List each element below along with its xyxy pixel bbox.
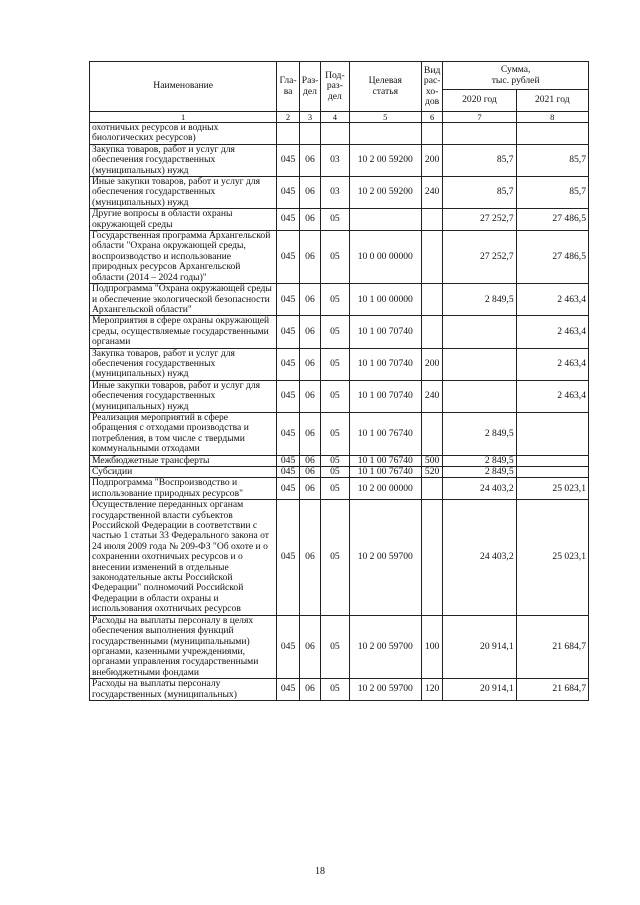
- row-sum-2020: 24 403,2: [443, 500, 516, 615]
- row-celevaya-statya: 10 2 00 59700: [349, 679, 421, 701]
- row-glava: 045: [277, 412, 299, 455]
- table-row: [90, 123, 589, 145]
- row-glava: 045: [277, 455, 299, 466]
- row-vid-rashodov: [421, 316, 442, 348]
- row-sum-2020: 27 252,7: [443, 209, 516, 231]
- row-glava: 045: [277, 209, 299, 231]
- row-sum-2020: [443, 348, 516, 380]
- row-sum-2021: 27 486,5: [516, 209, 588, 231]
- header-summa: Сумма, тыс. рублей: [443, 62, 589, 90]
- row-vid-rashodov: 100: [421, 615, 442, 678]
- row-name: Другие вопросы в области охраны окружающей среды: [90, 209, 277, 231]
- row-razdel: 06: [299, 284, 320, 316]
- row-glava: 045: [277, 284, 299, 316]
- row-sum-2020: 2 849,5: [443, 412, 516, 455]
- row-sum-2021: 2 463,4: [516, 316, 588, 348]
- row-name: Иные закупки товаров, работ и услуг для обеспечения государственных (муниципальных) нужд: [90, 380, 277, 412]
- row-name: Межбюджетные трансферты: [90, 455, 277, 466]
- row-celevaya-statya: 10 1 00 00000: [349, 284, 421, 316]
- table-row: [90, 500, 589, 615]
- row-celevaya-statya: 10 0 00 00000: [349, 231, 421, 284]
- row-sum-2021: 2 463,4: [516, 284, 588, 316]
- row-podrazdel: 05: [321, 348, 350, 380]
- row-razdel: 06: [299, 144, 320, 176]
- table-row: [90, 316, 589, 348]
- row-vid-rashodov: 200: [421, 348, 442, 380]
- table-row: [90, 144, 589, 176]
- row-sum-2021: [516, 123, 588, 145]
- row-podrazdel: 03: [321, 177, 350, 209]
- row-celevaya-statya: 10 2 00 59700: [349, 500, 421, 615]
- row-sum-2020: 2 849,5: [443, 455, 516, 466]
- row-razdel: 06: [299, 615, 320, 678]
- row-razdel: 06: [299, 209, 320, 231]
- table-row: [90, 209, 589, 231]
- row-vid-rashodov: [421, 500, 442, 615]
- col-number: 3: [299, 112, 320, 123]
- row-glava: 045: [277, 467, 299, 478]
- row-celevaya-statya: 10 1 00 70740: [349, 348, 421, 380]
- row-vid-rashodov: [421, 284, 442, 316]
- row-podrazdel: [321, 123, 350, 145]
- table-row: [90, 231, 589, 284]
- header-celevaya-statya: Целевая статья: [349, 62, 421, 112]
- row-sum-2020: 85,7: [443, 144, 516, 176]
- row-name: Государственная программа Архангельской области "Охрана окружающей среды, воспроизводство и использование природных ресурсов Архангельской области (2014 – 2024 годы)": [90, 231, 277, 284]
- table-row: [90, 380, 589, 412]
- row-celevaya-statya: 10 1 00 70740: [349, 316, 421, 348]
- row-name: Подпрограмма "Охрана окружающей среды и обеспечение экологической безопасности Архангельской области": [90, 284, 277, 316]
- row-celevaya-statya: 10 1 00 76740: [349, 455, 421, 466]
- row-podrazdel: 05: [321, 316, 350, 348]
- row-glava: 045: [277, 478, 299, 500]
- table-row: [90, 467, 589, 478]
- row-sum-2021: [516, 455, 588, 466]
- row-name: Расходы на выплаты персоналу в целях обеспечения выполнения функций государственными (муниципальными) органами, казенными учреждениями, органами управления государственными внебюджетными фондами: [90, 615, 277, 678]
- row-razdel: [299, 123, 320, 145]
- column-numbers-row: [90, 112, 589, 123]
- row-name: Расходы на выплаты персоналу государственных (муниципальных): [90, 679, 277, 701]
- row-razdel: 06: [299, 478, 320, 500]
- row-sum-2021: 2 463,4: [516, 380, 588, 412]
- row-glava: 045: [277, 177, 299, 209]
- row-razdel: 06: [299, 177, 320, 209]
- row-name: Иные закупки товаров, работ и услуг для обеспечения государственных (муниципальных) нужд: [90, 177, 277, 209]
- row-vid-rashodov: 200: [421, 144, 442, 176]
- table-row: [90, 615, 589, 678]
- row-vid-rashodov: 520: [421, 467, 442, 478]
- row-razdel: 06: [299, 231, 320, 284]
- row-razdel: 06: [299, 500, 320, 615]
- header-glava: Гла- ва: [277, 62, 299, 112]
- col-number: 2: [277, 112, 299, 123]
- header-name: Наименование: [90, 62, 277, 112]
- header-podrazdel: Под- раз- дел: [321, 62, 350, 112]
- row-name: Осуществление переданных органам государственной власти субъектов Российской Федерации в соответствии с частью 1 статьи 33 Федерального закона от 24 июля 2009 года № 209-ФЗ "Об охоте и о сохранении охотничьих ресурсов и о внесении изменений в отдельные законодательные акты Российской Федерации" полномочий Российской Федерации в области охраны и использования охотничьих ресурсов: [90, 500, 277, 615]
- row-celevaya-statya: 10 1 00 76740: [349, 412, 421, 455]
- row-glava: 045: [277, 615, 299, 678]
- row-sum-2020: 20 914,1: [443, 679, 516, 701]
- row-razdel: 06: [299, 348, 320, 380]
- row-glava: [277, 123, 299, 145]
- row-razdel: 06: [299, 316, 320, 348]
- col-number: 5: [349, 112, 421, 123]
- row-podrazdel: 05: [321, 231, 350, 284]
- row-vid-rashodov: 240: [421, 177, 442, 209]
- table-row: [90, 177, 589, 209]
- row-celevaya-statya: [349, 209, 421, 231]
- row-sum-2020: [443, 316, 516, 348]
- row-celevaya-statya: 10 1 00 70740: [349, 380, 421, 412]
- row-name: Закупка товаров, работ и услуг для обеспечения государственных (муниципальных) нужд: [90, 348, 277, 380]
- row-podrazdel: 05: [321, 467, 350, 478]
- budget-table: [89, 61, 589, 701]
- row-sum-2021: 85,7: [516, 177, 588, 209]
- row-glava: 045: [277, 500, 299, 615]
- table-row: [90, 348, 589, 380]
- row-sum-2020: 2 849,5: [443, 467, 516, 478]
- row-vid-rashodov: 240: [421, 380, 442, 412]
- row-vid-rashodov: [421, 412, 442, 455]
- row-sum-2021: 27 486,5: [516, 231, 588, 284]
- row-sum-2021: 21 684,7: [516, 679, 588, 701]
- table-row: [90, 412, 589, 455]
- row-sum-2021: 21 684,7: [516, 615, 588, 678]
- table-row: [90, 679, 589, 701]
- col-number: 7: [443, 112, 516, 123]
- header-vid-rashodov: Вид рас- хо- дов: [421, 62, 442, 112]
- row-glava: 045: [277, 679, 299, 701]
- col-number: 1: [90, 112, 277, 123]
- row-podrazdel: 05: [321, 478, 350, 500]
- row-razdel: 06: [299, 679, 320, 701]
- row-name: Реализация мероприятий в сфере обращения с отходами производства и потребления, в том числе с твердыми коммунальными отходами: [90, 412, 277, 455]
- row-podrazdel: 05: [321, 455, 350, 466]
- row-name: Подпрограмма "Воспроизводство и использование природных ресурсов": [90, 478, 277, 500]
- row-celevaya-statya: 10 2 00 59200: [349, 144, 421, 176]
- row-sum-2020: [443, 123, 516, 145]
- row-vid-rashodov: [421, 123, 442, 145]
- page-number: 18: [315, 866, 325, 877]
- row-podrazdel: 05: [321, 500, 350, 615]
- row-name: охотничьих ресурсов и водных биологических ресурсов): [90, 123, 277, 145]
- row-razdel: 06: [299, 467, 320, 478]
- row-celevaya-statya: 10 1 00 76740: [349, 467, 421, 478]
- row-vid-rashodov: 500: [421, 455, 442, 466]
- row-vid-rashodov: [421, 209, 442, 231]
- row-celevaya-statya: 10 2 00 59200: [349, 177, 421, 209]
- row-sum-2021: 85,7: [516, 144, 588, 176]
- row-vid-rashodov: [421, 231, 442, 284]
- row-sum-2021: 2 463,4: [516, 348, 588, 380]
- header-year-2021: 2021 год: [516, 90, 588, 112]
- row-sum-2020: 20 914,1: [443, 615, 516, 678]
- header-year-2020: 2020 год: [443, 90, 516, 112]
- row-podrazdel: 05: [321, 209, 350, 231]
- row-sum-2020: 27 252,7: [443, 231, 516, 284]
- row-razdel: 06: [299, 412, 320, 455]
- row-glava: 045: [277, 231, 299, 284]
- row-sum-2021: [516, 467, 588, 478]
- row-glava: 045: [277, 316, 299, 348]
- row-sum-2020: [443, 380, 516, 412]
- row-sum-2020: 24 403,2: [443, 478, 516, 500]
- row-sum-2021: 25 023,1: [516, 500, 588, 615]
- header-razdel: Раз- дел: [299, 62, 320, 112]
- row-celevaya-statya: 10 2 00 00000: [349, 478, 421, 500]
- row-podrazdel: 05: [321, 284, 350, 316]
- row-vid-rashodov: [421, 478, 442, 500]
- row-podrazdel: 05: [321, 380, 350, 412]
- row-vid-rashodov: 120: [421, 679, 442, 701]
- table-row: [90, 284, 589, 316]
- row-razdel: 06: [299, 455, 320, 466]
- col-number: 8: [516, 112, 588, 123]
- row-razdel: 06: [299, 380, 320, 412]
- row-celevaya-statya: [349, 123, 421, 145]
- row-name: Мероприятия в сфере охраны окружающей среды, осуществляемые государственными органами: [90, 316, 277, 348]
- row-podrazdel: 03: [321, 144, 350, 176]
- row-sum-2020: 2 849,5: [443, 284, 516, 316]
- table-row: [90, 478, 589, 500]
- table-row: [90, 455, 589, 466]
- row-glava: 045: [277, 348, 299, 380]
- row-glava: 045: [277, 144, 299, 176]
- row-sum-2021: [516, 412, 588, 455]
- row-name: Субсидии: [90, 467, 277, 478]
- row-podrazdel: 05: [321, 412, 350, 455]
- col-number: 6: [421, 112, 442, 123]
- row-podrazdel: 05: [321, 679, 350, 701]
- row-podrazdel: 05: [321, 615, 350, 678]
- row-sum-2021: 25 023,1: [516, 478, 588, 500]
- row-glava: 045: [277, 380, 299, 412]
- col-number: 4: [321, 112, 350, 123]
- row-name: Закупка товаров, работ и услуг для обеспечения государственных (муниципальных) нужд: [90, 144, 277, 176]
- row-sum-2020: 85,7: [443, 177, 516, 209]
- row-celevaya-statya: 10 2 00 59700: [349, 615, 421, 678]
